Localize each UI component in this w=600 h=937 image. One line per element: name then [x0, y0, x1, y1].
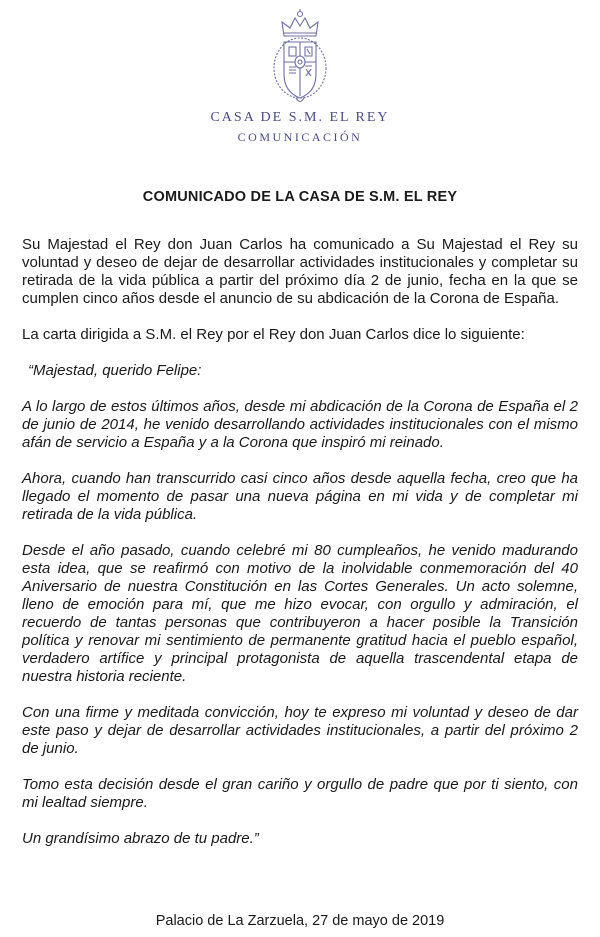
letter-paragraph: Tomo esta decisión desde el gran cariño y orgullo de padre que por ti siento, con mi lealtad siempre.: [22, 776, 578, 811]
document-title: COMUNICADO DE LA CASA DE S.M. EL REY: [142, 189, 458, 205]
royal-crest-icon: [262, 6, 338, 106]
org-name: CASA DE S.M. EL REY: [210, 110, 390, 125]
letter-paragraph: Ahora, cuando han transcurrido casi cinco años desde aquella fecha, creo que ha llegado el momento de pasar una nueva página en mi vida y de completar mi retirada de la vida pública.: [22, 470, 578, 523]
place-and-date: Palacio de La Zarzuela, 27 de mayo de 2019: [155, 913, 445, 929]
letter-closing: Un grandísimo abrazo de tu padre.”: [22, 830, 259, 847]
document-body: [22, 236, 578, 866]
letter-paragraph: A lo largo de estos últimos años, desde mi abdicación de la Corona de España el 2 de junio de 2014, he venido desarrollando actividades institucionales con el mismo afán de servicio a España y a la Corona que inspiró mi reinado.: [22, 398, 578, 451]
letter-paragraph: Con una firme y meditada convicción, hoy te expreso mi voluntad y deseo de dar este paso y dejar de desarrollar actividades institucionales, a partir del próximo 2 de junio.: [22, 704, 578, 757]
intro-paragraph: Su Majestad el Rey don Juan Carlos ha comunicado a Su Majestad el Rey su voluntad y deseo de dejar de desarrollar actividades institucionales y completar su retirada de la vida pública a partir del próximo día 2 de junio, fecha en la que se cumplen cinco años desde el anuncio de su abdicación de la Corona de España.: [22, 236, 578, 307]
org-department: COMUNICACIÓN: [237, 130, 363, 144]
letter-intro-paragraph: La carta dirigida a S.M. el Rey por el Rey don Juan Carlos dice lo siguiente:: [22, 326, 525, 343]
letter-salutation: “Majestad, querido Felipe:: [28, 362, 202, 379]
letter-paragraph: Desde el año pasado, cuando celebré mi 80 cumpleaños, he venido madurando esta idea, que se reafirmó con motivo de la inolvidable conmemoración del 40 Aniversario de nuestra Constitución en las Cortes Generales. Un acto solemne, lleno de emoción para mí, que me hizo evocar, con orgullo y admiración, el recuerdo de tantas personas que contribuyeron a hacer posible la Transición política y renovar mi sentimiento de permanente gratitud hacia el pueblo español, verdadero artífice y principal protagonista de aquella trascendental etapa de nuestra historia reciente.: [22, 542, 578, 685]
